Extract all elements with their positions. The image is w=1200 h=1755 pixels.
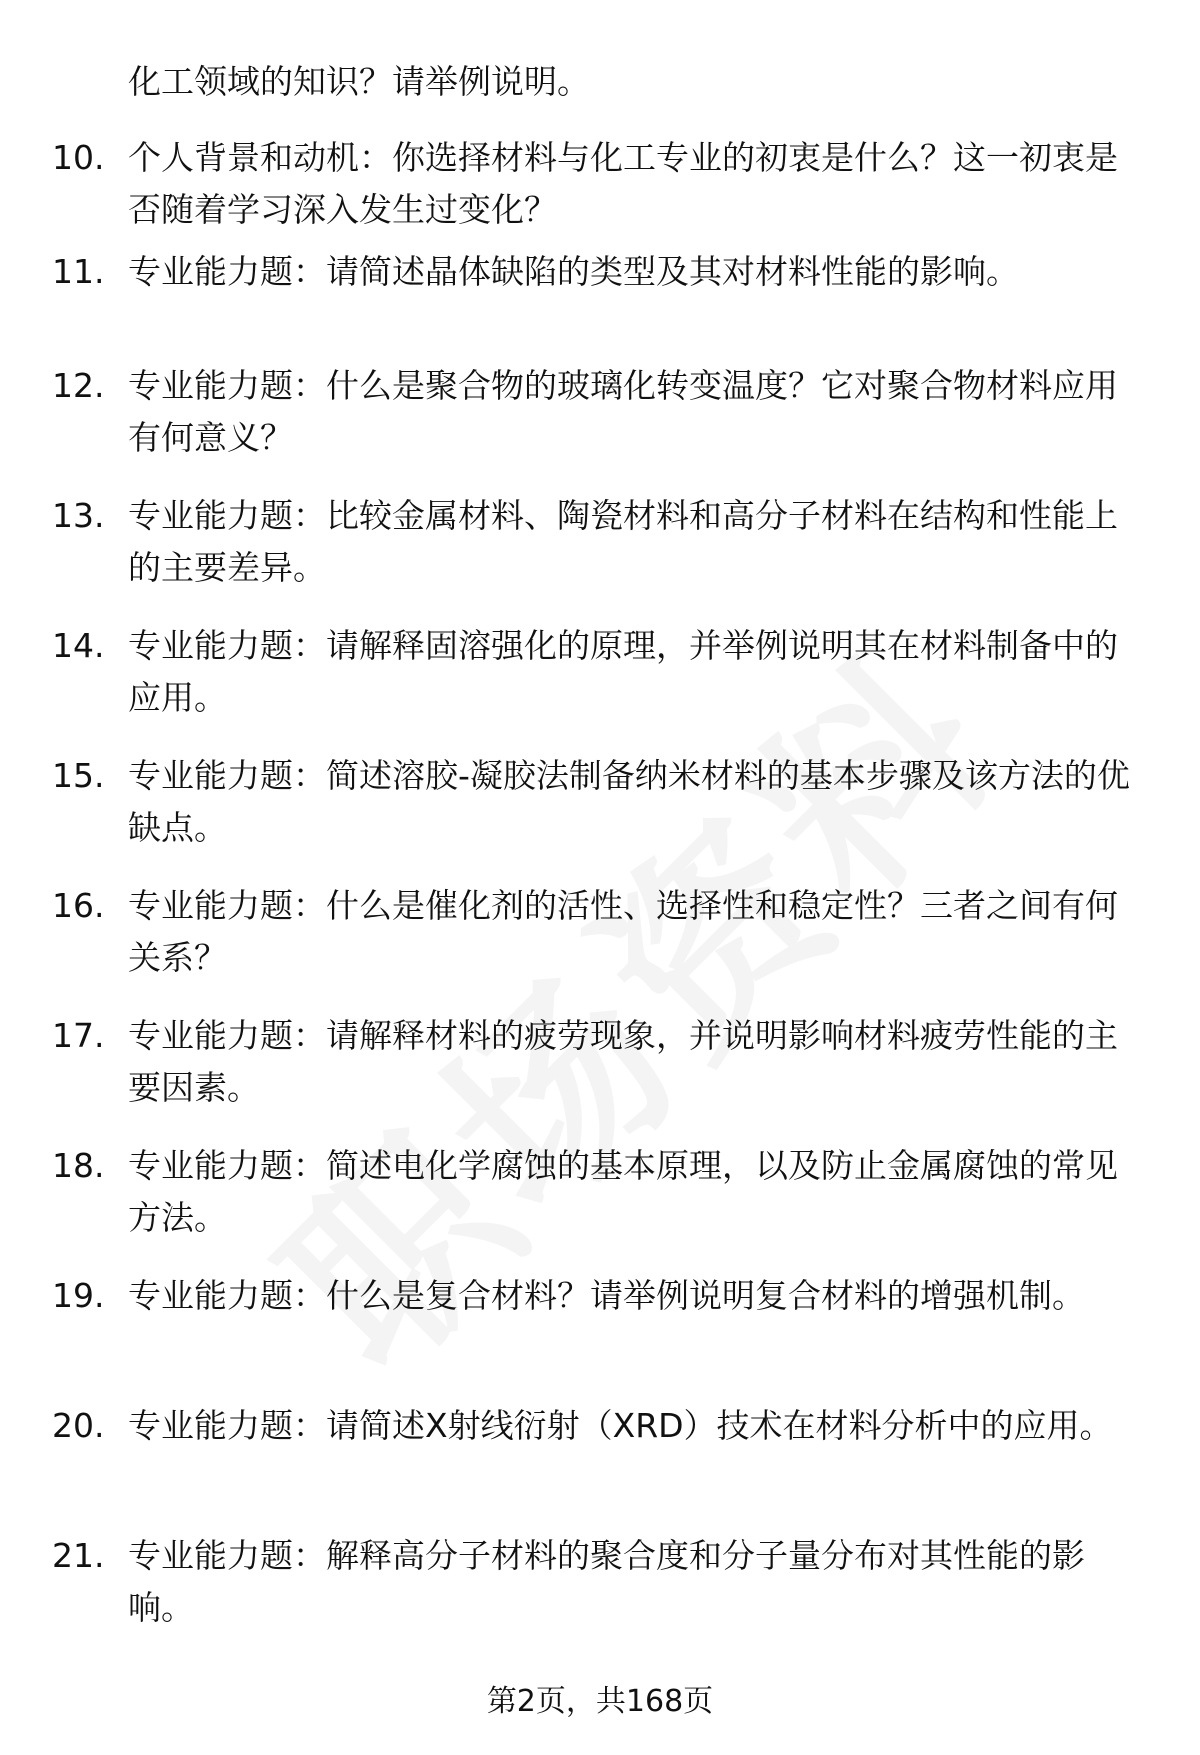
item-number: 12. [52, 366, 105, 405]
item-text: 专业能力题：请解释材料的疲劳现象，并说明影响材料疲劳性能的主要因素。 [128, 1016, 1118, 1107]
item-number: 16. [52, 886, 105, 925]
item-number: 11. [52, 252, 105, 291]
item-number: 15. [52, 756, 105, 795]
item-text: 专业能力题：简述电化学腐蚀的基本原理，以及防止金属腐蚀的常见方法。 [128, 1146, 1118, 1237]
item-number: 10. [52, 138, 105, 177]
page-number: 第2页，共168页 [486, 1684, 714, 1719]
item-text: 专业能力题：解释高分子材料的聚合度和分子量分布对其性能的影响。 [128, 1536, 1085, 1627]
item-text: 专业能力题：请解释固溶强化的原理，并举例说明其在材料制备中的应用。 [128, 626, 1118, 717]
item-number: 13. [52, 496, 105, 535]
item-text: 专业能力题：什么是聚合物的玻璃化转变温度？它对聚合物材料应用有何意义？ [128, 366, 1118, 457]
item-number: 20. [52, 1406, 105, 1445]
item-number: 19. [52, 1276, 105, 1315]
item-text: 专业能力题：什么是复合材料？请举例说明复合材料的增强机制。 [128, 1276, 1085, 1315]
item-text: 个人背景和动机：你选择材料与化工专业的初衷是什么？这一初衷是否随着学习深入发生过变化？ [128, 138, 1118, 229]
item-number: 21. [52, 1536, 105, 1575]
item-text: 专业能力题：简述溶胶-凝胶法制备纳米材料的基本步骤及该方法的优缺点。 [128, 756, 1130, 847]
item-text: 专业能力题：比较金属材料、陶瓷材料和高分子材料在结构和性能上的主要差异。 [128, 496, 1118, 587]
item-text: 专业能力题：什么是催化剂的活性、选择性和稳定性？三者之间有何关系？ [128, 886, 1118, 977]
item-number: 18. [52, 1146, 105, 1185]
item-text: 专业能力题：请简述晶体缺陷的类型及其对材料性能的影响。 [128, 252, 1019, 291]
item-text: 专业能力题：请简述X射线衍射（XRD）技术在材料分析中的应用。 [128, 1406, 1113, 1445]
item-number: 17. [52, 1016, 105, 1055]
continuation-text: 化工领域的知识？请举例说明。 [128, 62, 590, 101]
item-number: 14. [52, 626, 105, 665]
